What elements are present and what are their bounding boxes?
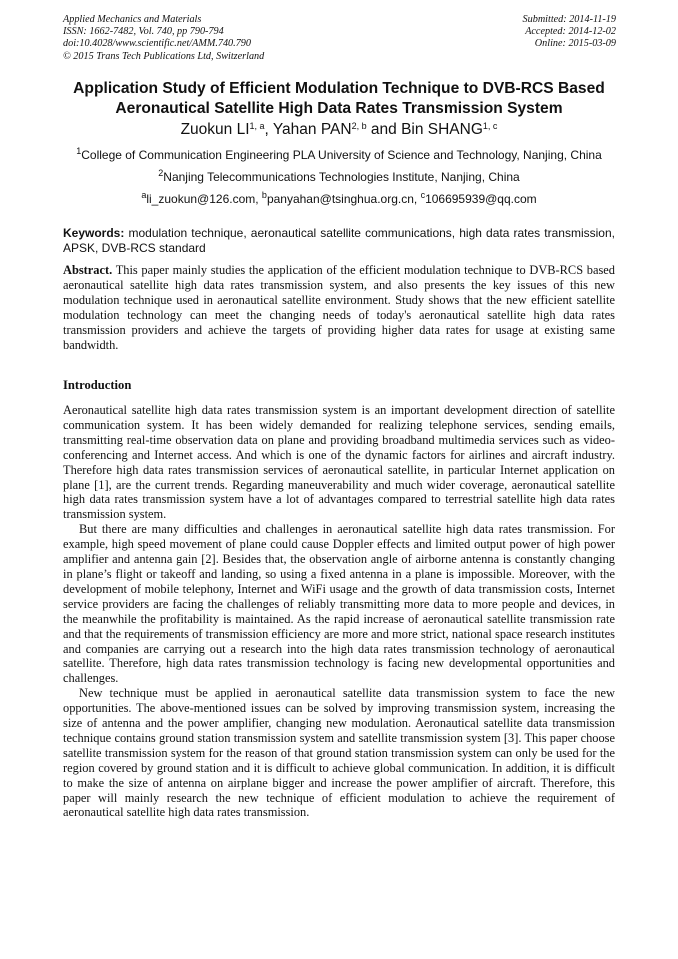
accepted-date: Accepted: 2014-12-02: [525, 26, 616, 38]
affiliation-2: [40, 170, 638, 184]
journal-header-left: [63, 14, 264, 63]
email-link[interactable]: 106695939@qq.com: [425, 192, 537, 206]
abstract: [63, 263, 615, 352]
journal-name: Applied Mechanics and Materials: [63, 14, 202, 25]
email-superscript: c: [420, 190, 426, 200]
keywords: [63, 226, 615, 256]
email-link[interactable]: li_zuokun@126.com,: [146, 192, 262, 206]
issn-line: ISSN: 1662-7482, Vol. 740, pp 790-794: [63, 26, 224, 38]
doi-line: doi:10.4028/www.scientific.net/AMM.740.790: [63, 38, 251, 50]
affiliation-1: [40, 148, 638, 162]
affiliation-superscript: 1: [76, 146, 82, 156]
author-superscript: 2, b: [351, 121, 367, 131]
author-name: Zuokun LI: [180, 121, 250, 138]
email-link[interactable]: panyahan@tsinghua.org.cn,: [266, 192, 421, 206]
author-name: Bin SHANG: [401, 121, 483, 138]
keywords-text: modulation technique, aeronautical satellite communications, high data rates transmission, APSK, DVB-RCS standard: [63, 226, 615, 255]
keywords-label: Keywords:: [63, 226, 125, 240]
abstract-label: Abstract.: [63, 263, 113, 277]
paper-title: [40, 79, 638, 119]
author-superscript: 1, a: [249, 121, 265, 131]
affiliation-text: Nanjing Telecommunications Technologies Institute, Nanjing, China: [163, 170, 520, 184]
author-name: Yahan PAN: [272, 121, 352, 138]
email-superscript: b: [261, 190, 267, 200]
title-line-1: Application Study of Efficient Modulation Technique to DVB-RCS Based: [73, 80, 605, 97]
paragraph: But there are many difficulties and challenges in aeronautical satellite high data rates transmission. For example, high speed movement of plane could cause Doppler effects and limited output power of high power amplifier and antenna gain [2]. Besides that, the observation angle of airborne antenna is constantly changing in plane’s flight or takeoff and landing, so using a fixed antenna in a plane is impossible. Moreover, with the development of mobile telephony, Internet and WiFi usage and the growth of data transmission costs, Internet service providers are facing the challenges of reliably transmitting more data to more people and devices, in the meanwhile the profitability is maintained. As the rapid increase of aeronautical satellite transmission rate and that the requirements of transmission efficiency are more and more strict, national space research institutes and companies are carrying out a research into the high data rates transmission technology of aeronautical satellite. Therefore, high data rates transmission technology is facing new developmental opportunities and challenges.: [63, 522, 615, 686]
affiliation-text: College of Communication Engineering PLA University of Science and Technology, Nanjing, China: [81, 148, 602, 162]
introduction-body: [63, 403, 615, 820]
copyright-line: © 2015 Trans Tech Publications Ltd, Switzerland: [63, 50, 265, 62]
author-list: [40, 120, 638, 140]
author-superscript: 1, c: [482, 121, 498, 131]
email-superscript: a: [141, 190, 147, 200]
submitted-date: Submitted: 2014-11-19: [522, 14, 616, 25]
author-separator: ,: [264, 121, 273, 138]
author-separator: and: [366, 121, 402, 138]
title-line-2: Aeronautical Satellite High Data Rates Transmission System: [115, 100, 563, 117]
paragraph: Aeronautical satellite high data rates transmission system is an important development direction of satellite communication system. It has been widely demanded for realizing telephone services, sending emails, transmitting real-time observation data on plane and providing broadband multimedia services such as video-conferencing and Internet access. And which is one of the dynamic factors for airlines and aircraft industry. Therefore high data rates transmission services of aeronautical satellite, in particular Internet application on plane [1], are the current trends. Regarding maneuverability and much wider coverage, aeronautical satellite high data rates transmission system have a lot of advantages compared to terrestrial satellite high data rates transmission system.: [63, 403, 615, 522]
journal-header-right: [523, 14, 616, 51]
author-emails: [40, 192, 638, 206]
online-date: Online: 2015-03-09: [534, 38, 616, 50]
abstract-text: This paper mainly studies the application of the efficient modulation technique to DVB-RCS based aeronautical satellite high data rates transmission system, and also presents the key issues of this new modulation technique used in aeronautical satellite environment. Study shows that the new efficient satellite modulation technology can meet the changing needs of today's aeronautical satellite high data rates transmission providers and achieve the targets of providing higher data rates for usage at existing same bandwidth.: [63, 263, 615, 352]
section-heading-introduction: Introduction: [63, 378, 132, 392]
paragraph: New technique must be applied in aeronautical satellite data transmission system to face the new opportunities. The above-mentioned issues can be solved by improving transmission system, increasing the size of antenna and the power amplifier, changing new modulation. Aeronautical satellite data transmission technique contains ground station transmission system and satellite transmission system [3]. This paper choose satellite transmission system for the reason of that ground station transmission system can only be used for the region covered by ground station and it is difficult to achieve global communication. In addition, it is difficult to make the size of antenna on airplane bigger and increase the power amplifier of aircraft. Therefore, this paper will mainly research the new technique of efficient modulation to achieve the requirement of aeronautical satellite high data rates transmission.: [63, 686, 615, 820]
affiliation-superscript: 2: [158, 168, 164, 178]
